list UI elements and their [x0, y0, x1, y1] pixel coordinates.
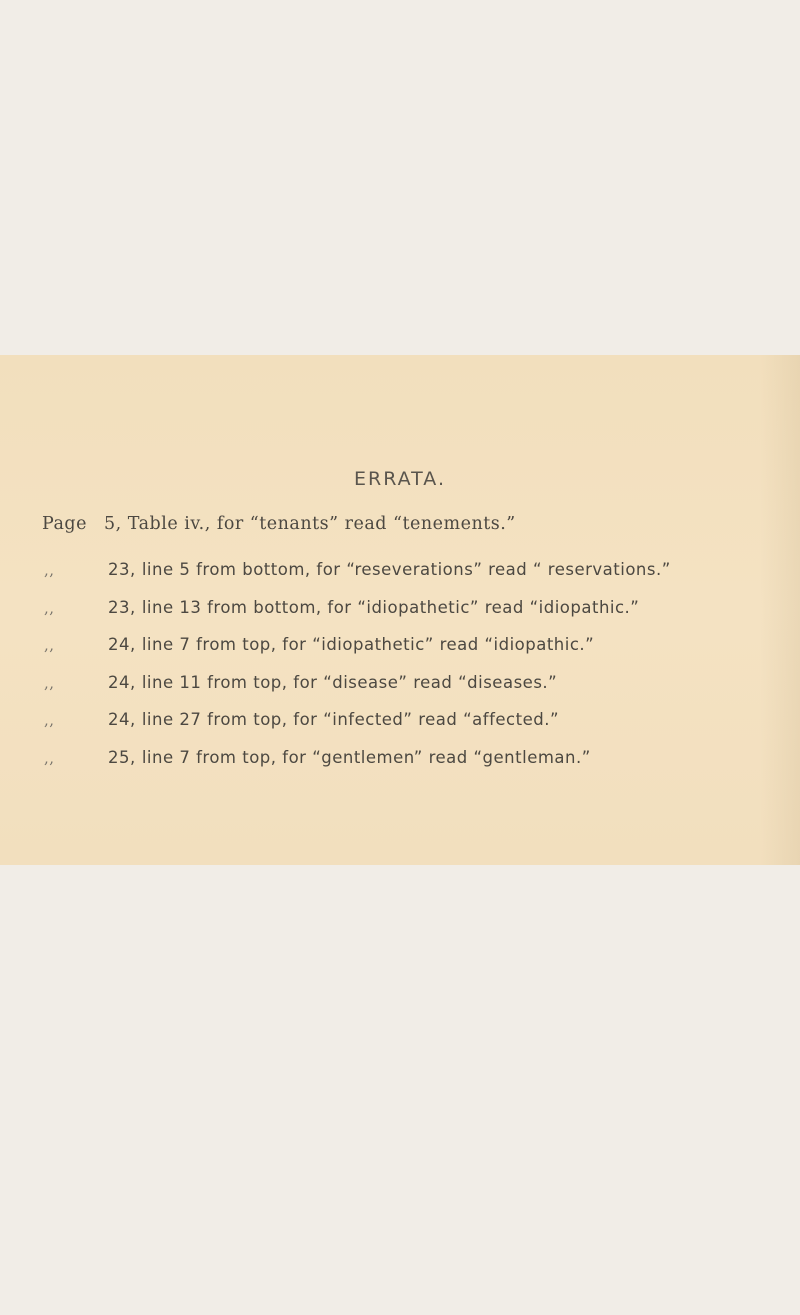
- entry-page: 25,: [108, 748, 136, 767]
- entry-text: line 5 from bottom, for “reseverations” read “ reservations.”: [141, 560, 671, 579]
- errata-entry: [42, 710, 792, 730]
- errata-entry: [42, 598, 792, 618]
- errata-title: ERRATA.: [354, 468, 446, 490]
- entry-page: 24,: [108, 635, 136, 654]
- entry-lead: ,,: [44, 674, 55, 692]
- errata-entry: [42, 748, 792, 768]
- entry-page: 5,: [104, 514, 122, 534]
- entry-text: line 11 from top, for “disease” read “diseases.”: [141, 673, 558, 692]
- errata-entry: [42, 560, 792, 580]
- errata-entry: [42, 673, 792, 693]
- entry-text: line 27 from top, for “infected” read “affected.”: [141, 710, 559, 729]
- entry-page: 23,: [108, 560, 136, 579]
- entry-page: 23,: [108, 598, 136, 617]
- entry-lead: ,,: [44, 599, 55, 617]
- entry-page: 24,: [108, 710, 136, 729]
- errata-entry: [42, 635, 792, 655]
- entry-text: line 7 from top, for “idiopathetic” read “idiopathic.”: [141, 635, 595, 654]
- entry-lead: ,,: [44, 749, 55, 767]
- entry-page: 24,: [108, 673, 136, 692]
- entry-lead: ,,: [44, 711, 55, 729]
- entry-text: line 13 from bottom, for “idiopathetic” read “idiopathic.”: [141, 598, 640, 617]
- entry-lead: Page: [42, 514, 87, 534]
- entry-lead: ,,: [44, 636, 55, 654]
- errata-entry: [42, 514, 792, 534]
- entry-text: line 7 from top, for “gentlemen” read “gentleman.”: [141, 748, 591, 767]
- entry-lead: ,,: [44, 561, 55, 579]
- entry-text: Table iv., for “tenants” read “tenements.”: [127, 514, 516, 534]
